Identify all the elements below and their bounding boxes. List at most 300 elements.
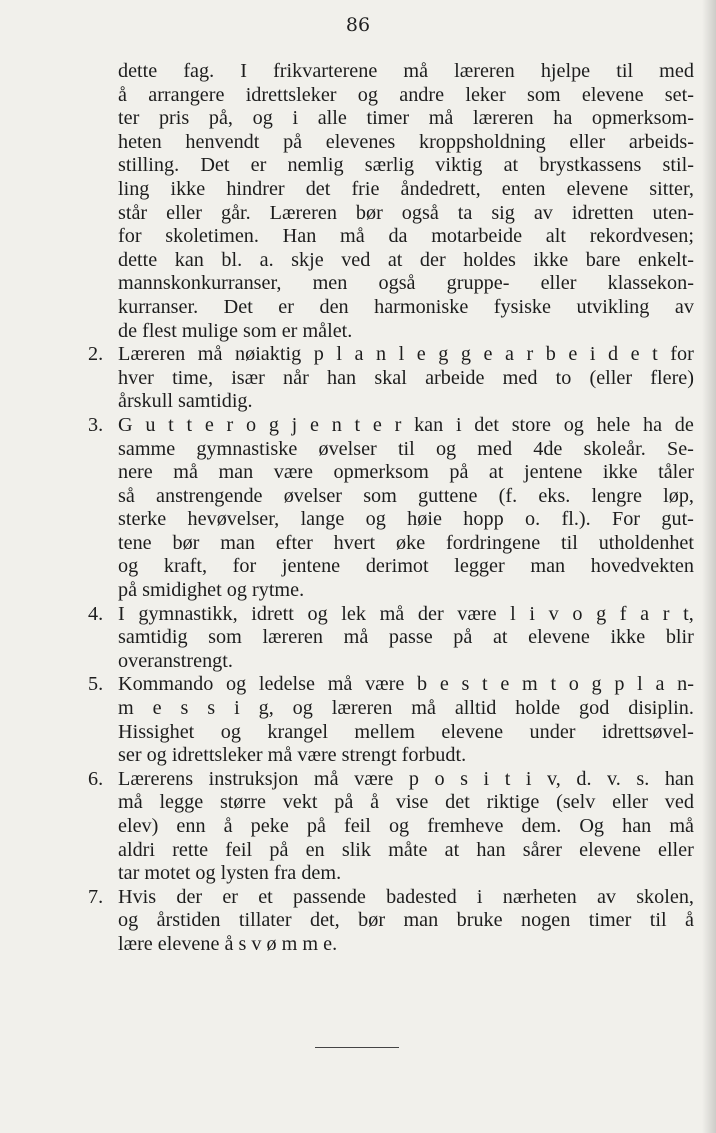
word: gut-: [661, 508, 694, 531]
line-text: lære elevene å s v ø m m e.: [118, 932, 338, 955]
word: d: [608, 343, 619, 366]
word: være: [365, 673, 405, 696]
word: man: [403, 909, 439, 932]
word: må: [411, 697, 436, 720]
word: Hissighet: [118, 720, 195, 743]
text-line: [118, 131, 694, 155]
line-text: de flest mulige som er målet.: [118, 319, 353, 342]
word: fysiske: [493, 295, 551, 318]
word: j: [291, 413, 298, 436]
word: hindrer: [226, 177, 285, 200]
word: læreren: [473, 107, 534, 130]
word: løp,: [663, 484, 694, 507]
word: må: [118, 791, 143, 814]
word: elevene: [441, 720, 504, 743]
word: s: [461, 673, 470, 696]
word: mannskonkurranser,: [118, 272, 282, 295]
word: s: [207, 697, 216, 720]
text-line: [118, 862, 694, 886]
word: skoleår.: [583, 437, 646, 460]
word: blir: [665, 626, 694, 649]
word: legger: [454, 555, 505, 578]
word: gymnastikk,: [138, 602, 238, 625]
word: han: [622, 815, 652, 837]
word: læreren: [331, 697, 393, 720]
word: han: [476, 838, 506, 861]
word: For: [611, 508, 641, 531]
word: og: [357, 83, 378, 106]
word: øvelser: [318, 437, 377, 460]
word: enn: [176, 815, 206, 837]
word: sterke: [118, 508, 167, 531]
word: må: [343, 626, 369, 649]
word: åndedrett,: [400, 177, 481, 200]
word: g: [596, 602, 607, 625]
line-text: [118, 154, 694, 178]
word: må: [403, 60, 429, 82]
word: og: [118, 909, 139, 932]
word: at: [488, 461, 504, 484]
word: opmerksom-: [591, 107, 694, 130]
word: og: [118, 555, 139, 578]
word: time,: [172, 366, 213, 389]
line-text: [118, 461, 694, 485]
word: kurranser.: [118, 295, 199, 318]
word: skolen,: [636, 885, 694, 908]
list-number: 3.: [88, 413, 104, 436]
word: nærheten: [502, 885, 577, 908]
word: heten: [118, 130, 162, 153]
line-text: [118, 272, 694, 296]
text-line: [118, 461, 694, 485]
word: lek: [341, 602, 366, 625]
line-text: [118, 367, 694, 391]
word: for: [232, 555, 257, 578]
word: aldri: [118, 838, 155, 861]
word: ved: [341, 248, 371, 271]
text-line: [118, 367, 694, 391]
word: idrett: [251, 602, 294, 625]
word: nemlig: [287, 154, 344, 177]
section-divider: [315, 1047, 399, 1048]
word: jentene: [524, 461, 583, 484]
line-text: ser og idrettsleker må være strengt forbudt.: [118, 744, 467, 767]
word: e: [204, 413, 214, 436]
word: i: [525, 767, 532, 790]
word: Det: [200, 154, 230, 177]
word: e: [310, 413, 319, 436]
word: I: [118, 602, 125, 625]
word: kraft,: [163, 555, 207, 578]
word: samme: [118, 437, 176, 460]
word: m: [118, 697, 134, 720]
word: alltid: [454, 697, 497, 720]
word: d.: [576, 767, 592, 790]
word: g: [460, 343, 471, 366]
word: der: [419, 248, 446, 271]
word: p: [614, 673, 625, 696]
word: å: [370, 791, 380, 814]
word: tene: [118, 531, 152, 554]
word: t: [168, 413, 174, 436]
word: lengre: [591, 484, 642, 507]
word: feil: [343, 815, 371, 837]
word: v,: [546, 767, 561, 790]
line-text: [118, 626, 694, 650]
word: l: [398, 343, 405, 366]
word: årstiden: [156, 909, 221, 932]
word: at: [503, 154, 519, 177]
line-text: [118, 673, 694, 697]
word: e: [439, 673, 449, 696]
text-line: [118, 815, 694, 839]
word: t: [482, 673, 488, 696]
word: man: [530, 555, 566, 578]
word: må: [340, 225, 365, 248]
word: sig: [491, 201, 515, 224]
word: å: [685, 909, 694, 932]
word: hvert: [333, 531, 376, 554]
word: arbeide: [425, 366, 485, 389]
word: passe: [388, 626, 433, 649]
word: t: [652, 343, 658, 366]
word: hevøvelser,: [187, 508, 280, 531]
word: ledelse: [258, 673, 315, 696]
word: g: [438, 343, 449, 366]
word: i: [476, 885, 483, 908]
word: ikke: [610, 626, 646, 649]
word: til: [616, 60, 634, 82]
text-line: [118, 721, 694, 745]
word: Se-: [666, 437, 694, 460]
text-line: [118, 839, 694, 863]
word: og: [252, 107, 273, 130]
word: flere): [650, 366, 694, 389]
line-text: [118, 202, 694, 226]
word: e: [416, 343, 426, 366]
word: å: [223, 815, 233, 837]
word: idrettsøvel-: [601, 720, 694, 743]
text-line: [118, 579, 694, 603]
word: holde: [515, 697, 561, 720]
word: idrettsleker: [245, 83, 337, 106]
word: på: [449, 461, 469, 484]
word: rekordvesen;: [589, 225, 694, 248]
word: pris: [158, 107, 190, 130]
word: r: [394, 413, 402, 436]
text-line: [118, 154, 694, 178]
line-text: [118, 532, 694, 556]
word: hovedvekten: [590, 555, 694, 578]
word: læreren: [454, 60, 515, 82]
word: o: [434, 767, 445, 790]
word: være: [273, 461, 313, 484]
word: dette: [118, 248, 158, 271]
word: elevene: [528, 626, 590, 649]
word: peke: [250, 815, 289, 837]
word: bør: [358, 909, 386, 932]
word: Og: [579, 815, 605, 837]
word: feil: [225, 838, 253, 861]
word: o: [568, 673, 579, 696]
word: i: [589, 343, 596, 366]
line-text: [118, 296, 694, 320]
word: harmoniske: [374, 295, 469, 318]
word: brystkassens: [539, 154, 642, 177]
line-text: [118, 343, 694, 367]
word: i: [529, 602, 536, 625]
word: e: [152, 697, 162, 720]
word: t,: [683, 602, 694, 625]
word: eller: [569, 130, 606, 153]
word: l: [510, 602, 516, 625]
word: bare: [585, 248, 621, 271]
word: leker: [465, 83, 506, 106]
word: eks.: [538, 484, 571, 507]
word: t: [504, 767, 511, 790]
word: samtidig: [118, 626, 188, 649]
word: det,: [310, 909, 340, 932]
word: man: [220, 531, 255, 554]
word: som: [526, 83, 561, 106]
word: to: [555, 366, 572, 389]
text-line: [118, 84, 694, 108]
word: av: [674, 295, 694, 318]
word: timer: [366, 107, 410, 130]
line-text: [118, 603, 694, 627]
word: (eller: [589, 366, 633, 389]
word: også: [378, 272, 416, 295]
word: r: [662, 602, 670, 625]
word: alle: [317, 107, 347, 130]
word: til: [649, 909, 667, 932]
word: e: [372, 413, 382, 436]
word: opmerksom: [333, 461, 429, 484]
word: går.: [220, 201, 251, 224]
line-text: [118, 107, 694, 131]
text-line: [118, 272, 694, 296]
text-line: [118, 933, 694, 957]
word: henvendt: [185, 130, 260, 153]
body-text: [88, 60, 694, 957]
word: set-: [664, 83, 694, 106]
line-text: [118, 909, 694, 933]
word: sitter,: [649, 177, 694, 200]
word: idretten: [571, 201, 634, 224]
word: ha: [553, 107, 573, 130]
text-line: [118, 532, 694, 556]
line-text: [118, 886, 694, 910]
line-text: [118, 438, 694, 462]
word: med: [502, 366, 538, 389]
text-line: [118, 508, 694, 532]
word: derimot: [365, 555, 429, 578]
text-line: [118, 320, 694, 344]
word: en: [305, 838, 325, 861]
word: av: [596, 885, 616, 908]
word: fl.).: [561, 508, 591, 531]
list-number: 7.: [88, 885, 104, 908]
word: kan: [414, 413, 444, 436]
word: disiplin.: [628, 697, 694, 720]
word: holdes: [463, 248, 516, 271]
word: r: [226, 413, 234, 436]
word: er: [250, 154, 267, 177]
word: og: [292, 697, 313, 720]
line-text: [118, 697, 694, 721]
word: badested: [386, 885, 457, 908]
word: gymnastiske: [196, 437, 298, 460]
line-text: [118, 131, 694, 155]
word: Det: [223, 295, 253, 318]
word: som: [363, 484, 397, 507]
text-line: [118, 225, 694, 249]
text-line: [118, 438, 694, 462]
word: større: [219, 791, 266, 814]
text-line: [118, 697, 694, 721]
text-line: [88, 673, 694, 697]
word: guttene: [418, 484, 478, 507]
word: av: [533, 201, 553, 224]
word: v: [548, 602, 559, 625]
word: motarbeide: [431, 225, 523, 248]
word: på: [283, 130, 303, 153]
word: til: [561, 531, 578, 554]
word: o: [246, 413, 257, 436]
word: vekt: [282, 791, 318, 814]
line-text: [118, 225, 694, 249]
word: p: [313, 343, 324, 366]
word: r: [526, 343, 534, 366]
word: eller: [166, 201, 202, 224]
word: l: [637, 673, 643, 696]
text-line: [118, 791, 694, 815]
word: og: [220, 720, 241, 743]
word: e: [630, 343, 640, 366]
list-number: 2.: [88, 343, 104, 366]
word: g: [591, 673, 602, 696]
word: i: [483, 767, 490, 790]
list-number: 6.: [88, 767, 104, 790]
word: bør: [355, 201, 383, 224]
word: b: [545, 343, 556, 366]
word: alt: [545, 225, 566, 248]
word: m: [522, 673, 538, 696]
text-line: [88, 343, 694, 367]
word: 4de: [533, 437, 563, 460]
text-line: [88, 413, 694, 438]
word: der: [417, 602, 444, 625]
word: skoletimen.: [165, 225, 259, 248]
word: eller: [612, 791, 648, 814]
word: man: [218, 461, 254, 484]
list-number: 4.: [88, 602, 104, 625]
word: utvikling: [576, 295, 650, 318]
word: krangel: [267, 720, 328, 743]
word: og: [226, 673, 247, 696]
line-text: [118, 84, 694, 108]
page-number: 86: [345, 14, 371, 36]
word: ling: [118, 177, 150, 200]
word: må: [379, 602, 405, 625]
word: enten: [501, 177, 546, 200]
word: a: [640, 602, 650, 625]
word: men: [312, 272, 348, 295]
text-line: [118, 249, 694, 273]
word: e: [500, 673, 510, 696]
word: og: [388, 815, 410, 837]
line-text: [118, 508, 694, 532]
word: når: [283, 366, 309, 389]
line-text: [118, 791, 694, 815]
word: må: [669, 815, 694, 837]
word: (f.: [498, 484, 518, 507]
word: står: [118, 201, 148, 224]
word: Han: [282, 225, 317, 248]
word: hele: [596, 413, 631, 436]
word: også: [401, 201, 439, 224]
word: er: [222, 885, 239, 908]
word: f: [619, 602, 627, 625]
text-line: [118, 909, 694, 933]
line-text: [118, 60, 694, 84]
word: lange: [300, 508, 345, 531]
word: elevene: [566, 177, 629, 200]
word: hver: [118, 366, 154, 389]
text-line: [118, 744, 694, 768]
word: tåler: [658, 461, 694, 484]
word: ter: [118, 107, 140, 130]
word: kroppsholdning: [418, 130, 546, 153]
word: på: [306, 815, 326, 837]
text-line: [118, 555, 694, 579]
word: de: [674, 413, 694, 436]
list-number: 5.: [88, 673, 104, 696]
text-line: [88, 767, 694, 792]
line-text: [118, 768, 694, 792]
word: eller: [657, 838, 694, 861]
word: elevene: [579, 838, 641, 861]
word: elevenes: [325, 130, 396, 153]
line-text: tar motet og lysten fra dem.: [118, 862, 342, 885]
word: så: [118, 484, 135, 507]
line-text: [118, 178, 694, 202]
word: n: [375, 343, 387, 366]
word: g,: [258, 697, 274, 720]
word: og: [563, 413, 584, 436]
word: det: [305, 177, 331, 200]
word: ikke: [602, 461, 638, 484]
word: da: [388, 225, 408, 248]
word: dem.: [521, 815, 562, 837]
word: Hvis: [118, 885, 157, 908]
word: god: [579, 697, 610, 720]
word: nøiaktig: [235, 343, 302, 366]
word: det: [445, 791, 470, 814]
word: ha: [642, 413, 663, 436]
word: o: [572, 602, 583, 625]
word: læreren: [262, 626, 323, 649]
word: v.: [607, 767, 621, 790]
word: sårer: [522, 838, 562, 861]
word: p: [408, 767, 419, 790]
word: er: [278, 295, 294, 318]
word: under: [529, 720, 576, 743]
word: kan: [174, 248, 204, 271]
word: rette: [172, 838, 209, 861]
word: der: [176, 885, 203, 908]
word: a: [504, 343, 514, 366]
